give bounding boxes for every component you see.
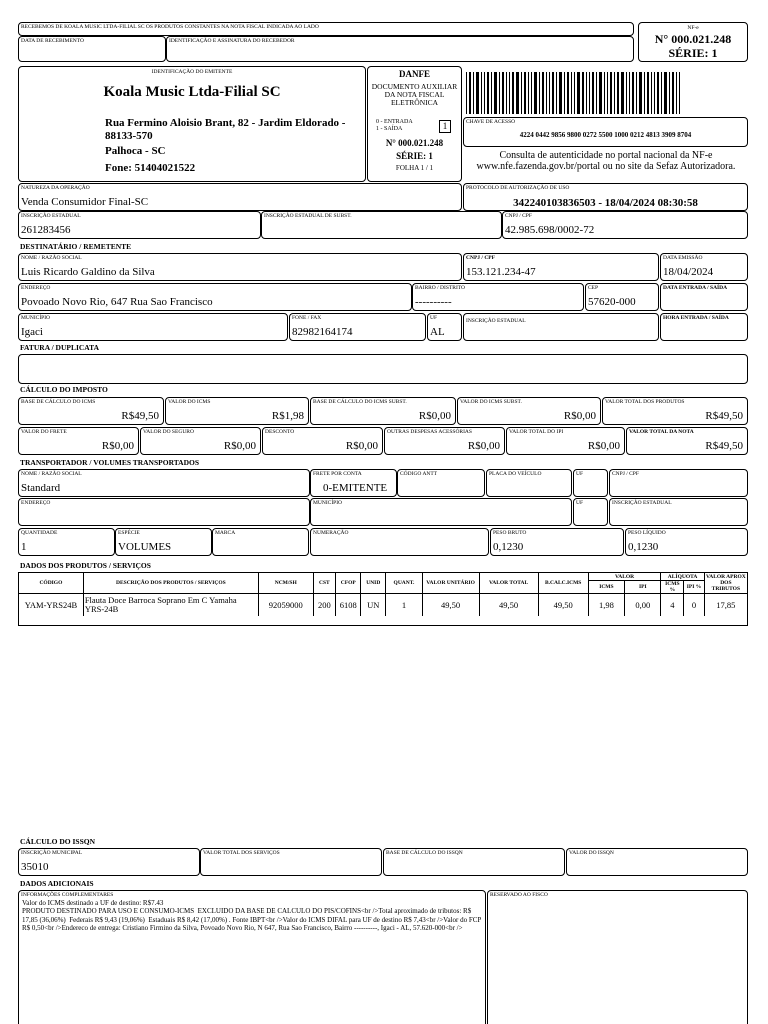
dest-uf: AL [430, 326, 445, 338]
col-icms-pct: ICMS % [661, 581, 684, 594]
imposto-valor-st-box [457, 397, 601, 425]
fatura-box [18, 354, 748, 384]
dest-cep-label: CEP [588, 285, 599, 291]
dest-data-entrada-label: DATA ENTRADA / SAÍDA [663, 285, 728, 291]
imposto-ipi-label: VALOR TOTAL DO IPI [509, 429, 564, 435]
col-codigo: CÓDIGO [19, 573, 84, 594]
imposto-base-st-box [310, 397, 456, 425]
dest-cep: 57620-000 [588, 296, 636, 308]
canhoto-nfe-label: NF-e [687, 25, 699, 31]
imposto-frete-label: VALOR DO FRETE [21, 429, 67, 435]
natureza-label: NATUREZA DA OPERAÇÃO [21, 185, 90, 191]
dest-ie-label: INSCRIÇÃO ESTADUAL [466, 318, 526, 324]
danfe-box [367, 66, 462, 182]
imposto-base-st-label: BASE DE CÁLCULO DO ICMS SUBST. [313, 399, 407, 405]
imposto-valor-icms-value: R$1,98 [271, 410, 304, 422]
issqn-section: CÁLCULO DO ISSQN [20, 837, 96, 846]
dest-municipio-label: MUNICÍPIO [21, 315, 51, 321]
imposto-valor-icms-label: VALOR DO ICMS [168, 399, 211, 405]
transp-nome-label: NOME / RAZÃO SOCIAL [21, 471, 82, 477]
ie-label: INSCRIÇÃO ESTADUAL [21, 213, 81, 219]
cell-valor-unit: 49,50 [422, 594, 479, 617]
dest-municipio: Igaci [21, 326, 43, 338]
transp-antt-box [397, 469, 485, 497]
identificacao-recebedor-box [166, 36, 634, 62]
col-ncm: NCM/SH [258, 573, 313, 594]
dest-nome-label: NOME / RAZÃO SOCIAL [21, 255, 82, 261]
imposto-frete-box [18, 427, 139, 455]
dest-fone-box [289, 313, 426, 341]
protocolo-box [463, 183, 748, 211]
cell-unid: UN [361, 594, 386, 617]
barcode [466, 72, 746, 114]
imposto-seguro-value: R$0,00 [223, 440, 256, 452]
col-valor-unit: VALOR UNITÁRIO [422, 573, 479, 594]
dest-bairro: ---------- [415, 296, 452, 308]
imposto-seguro-box [140, 427, 261, 455]
dest-nome-box [18, 253, 462, 281]
col-bcalc: B.CALC.ICMS [538, 573, 588, 594]
info-complementar-text: Valor do ICMS destinado a UF de destino: R$7.43 PRODUTO DESTINADO PARA USO E CONSUMO-ICMS EXCLUIDO DA BASE DE CALCULO DO PIS/COFINS<br />Total aproximado de tributos: R$ 17,85 (36,06%) Federais R$ 9,43 (19,06%) Estaduais R$ 8,42 (17,00%) . Fonte IBPT<br />Valor do ICMS DIFAL para UF de destino R$ 7,43<br />Valor do FCP R$ 0,50<br />Endereco de entrega: Cristiano Firmino da Silva, Povoado Novo Rio, N 647, Rua Sao Francisco, Bairro ----------, Igaci - AL, 57.620-000<br /> [22, 899, 482, 932]
imposto-frete-value: R$0,00 [101, 440, 134, 452]
transp-frete-box [310, 469, 397, 497]
dest-bairro-box [412, 283, 584, 311]
imposto-base-icms-box [18, 397, 164, 425]
issqn-valor-box [566, 848, 748, 876]
transp-frete-label: FRETE POR CONTA [313, 471, 362, 477]
danfe-serie: SÉRIE: 1 [396, 151, 433, 161]
transp-municipio-box [310, 498, 572, 526]
transp-peso-liquido: 0,1230 [628, 541, 659, 553]
reservado-fisco-box [487, 890, 748, 1024]
dest-emissao: 18/04/2024 [663, 266, 714, 278]
danfe-folha: FOLHA 1 / 1 [395, 164, 434, 172]
dest-emissao-label: DATA EMISSÃO [663, 255, 703, 261]
imposto-desconto-label: DESCONTO [265, 429, 295, 435]
data-recebimento-label: DATA DE RECEBIMENTO [21, 38, 85, 44]
ie-st-label: INSCRIÇÃO ESTADUAL DE SUBST. [264, 213, 352, 219]
danfe-saida: 1 - SAÍDA [376, 126, 403, 132]
emitente-box [18, 66, 366, 182]
transp-placa-label: PLACA DO VEÍCULO [489, 471, 542, 477]
data-recebimento-box [18, 36, 166, 62]
imposto-total-produtos-box [602, 397, 748, 425]
transp-uf-label: UF [576, 471, 584, 477]
issqn-im-box [18, 848, 200, 876]
canhoto-numero: N° 000.021.248 [654, 32, 732, 46]
cell-ipi-pct: 0 [684, 594, 704, 617]
imposto-base-icms-label: BASE DE CÁLCULO DO ICMS [21, 399, 96, 405]
transp-antt-label: CÓDIGO ANTT [400, 471, 438, 477]
col-aliquota: ALÍQUOTA [661, 573, 704, 581]
dest-bairro-label: BAIRRO / DISTRITO [415, 285, 466, 291]
transp-uf2-box [573, 498, 608, 526]
canhoto-header-text: RECEBEMOS DE KOALA MUSIC LTDA-FILIAL SC OS PRODUTOS CONSTANTES NA NOTA FISCAL INDICADA AO LADO [21, 24, 319, 30]
ie-value: 261283456 [21, 224, 71, 236]
cell-icms-pct: 4 [661, 594, 684, 617]
imposto-valor-icms-box [165, 397, 309, 425]
ie-st-box [261, 211, 502, 239]
identificacao-recebedor-label: IDENTIFICAÇÃO E ASSINATURA DO RECEBEDOR [169, 38, 295, 44]
emitente-cnpj-label: CNPJ / CPF [505, 213, 532, 219]
imposto-outras-label: OUTRAS DESPESAS ACESSÓRIAS [387, 429, 472, 435]
imposto-outras-value: R$0,00 [467, 440, 500, 452]
col-aprox: VALOR APROX DOS TRIBUTOS [705, 574, 746, 592]
cell-bcalc: 49,50 [538, 594, 588, 617]
dest-fone: 82982164174 [292, 326, 353, 338]
ie-box [18, 211, 261, 239]
danfe-title: DANFE [399, 69, 430, 79]
issqn-base-box [383, 848, 565, 876]
danfe-tipo: 1 [439, 120, 451, 133]
transp-nome: Standard [21, 482, 61, 494]
chave-value: 4224 0442 9856 9800 0272 5500 1000 0212 4813 3909 8704 [519, 131, 692, 139]
cell-cfop: 6108 [336, 594, 361, 617]
imposto-total-produtos-value: R$49,50 [705, 410, 743, 422]
natureza-value: Venda Consumidor Final-SC [21, 196, 149, 208]
cell-valor-total: 49,50 [479, 594, 538, 617]
transportador-section: TRANSPORTADOR / VOLUMES TRANSPORTADOS [20, 458, 200, 467]
col-valor-total: VALOR TOTAL [479, 573, 538, 594]
protocolo-label: PROTOCOLO DE AUTORIZAÇÃO DE USO [466, 185, 570, 191]
cell-ncm: 92059000 [258, 594, 313, 617]
transp-quantidade-label: QUANTIDADE [21, 530, 58, 536]
info-complementar-label: INFORMAÇÕES COMPLEMENTARES [21, 892, 114, 898]
table-row [19, 594, 748, 617]
produtos-table [18, 572, 748, 616]
cell-ipi: 0,00 [625, 594, 661, 617]
info-complementar-box [18, 890, 486, 1024]
dest-hora-entrada-box [660, 313, 748, 341]
emitente-cnpj-value: 42.985.698/0002-72 [505, 224, 595, 236]
transp-especie: VOLUMES [118, 541, 172, 553]
dest-fone-label: FONE / FAX [292, 315, 322, 321]
transp-quantidade-box [18, 528, 115, 556]
imposto-desconto-box [262, 427, 383, 455]
transp-placa-box [486, 469, 572, 497]
destinatario-section: DESTINATÁRIO / REMETENTE [20, 242, 132, 251]
reservado-fisco-label: RESERVADO AO FISCO [490, 892, 548, 898]
issqn-im: 35010 [21, 861, 49, 873]
emitente-fone: Fone: 51404021522 [105, 162, 196, 174]
transp-uf2-label: UF [576, 500, 584, 506]
chave-box [463, 117, 748, 147]
emitente-cnpj-box [502, 211, 748, 239]
dest-cnpj-box [463, 253, 659, 281]
transp-marca-label: MARCA [215, 530, 236, 536]
canhoto-nfe-box [638, 22, 748, 62]
dest-endereco-box [18, 283, 412, 311]
dest-municipio-box [18, 313, 288, 341]
dest-data-entrada-box [660, 283, 748, 311]
imposto-ipi-value: R$0,00 [587, 440, 620, 452]
imposto-outras-box [384, 427, 505, 455]
transp-peso-bruto-box [490, 528, 624, 556]
col-icms: ICMS [588, 581, 624, 594]
col-valor: VALOR [588, 573, 661, 581]
transp-cnpj-box [609, 469, 748, 497]
danfe-subtitle-2: DA NOTA FISCAL [384, 90, 445, 99]
cell-quant: 1 [386, 594, 422, 617]
col-descricao: DESCRIÇÃO DOS PRODUTOS / SERVIÇOS [83, 573, 258, 594]
imposto-desconto-value: R$0,00 [345, 440, 378, 452]
issqn-base-label: BASE DE CÁLCULO DO ISSQN [386, 850, 463, 856]
dest-cnpj: 153.121.234-47 [466, 266, 536, 278]
imposto-valor-st-label: VALOR DO ICMS SUBST. [460, 399, 522, 405]
produtos-section: DADOS DOS PRODUTOS / SERVIÇOS [20, 561, 151, 570]
issqn-servicos-box [200, 848, 382, 876]
col-cst: CST [313, 573, 336, 594]
transp-especie-box [115, 528, 212, 556]
col-cfop: CFOP [336, 573, 361, 594]
transp-ie-label: INSCRIÇÃO ESTADUAL [612, 500, 672, 506]
dest-hora-entrada-label: HORA ENTRADA / SAÍDA [663, 315, 729, 321]
canhoto-header-box [18, 22, 634, 36]
imposto-total-nota-box [626, 427, 748, 455]
imposto-total-produtos-label: VALOR TOTAL DOS PRODUTOS [605, 399, 685, 405]
transp-peso-bruto-label: PESO BRUTO [493, 530, 527, 536]
dest-ie-box [463, 313, 659, 341]
cell-descricao: Flauta Doce Barroca Soprano Em C Yamaha YRS-24B [83, 594, 258, 617]
dest-nome: Luis Ricardo Galdino da Silva [21, 266, 155, 278]
transp-cnpj-label: CNPJ / CPF [612, 471, 639, 477]
transp-numeracao-box [310, 528, 489, 556]
canhoto-serie: SÉRIE: 1 [668, 46, 718, 60]
transp-numeracao-label: NUMERAÇÃO [313, 530, 349, 536]
cell-cst: 200 [313, 594, 336, 617]
dest-uf-label: UF [430, 315, 438, 321]
dest-uf-box [427, 313, 462, 341]
transp-nome-box [18, 469, 310, 497]
transp-quantidade: 1 [21, 541, 27, 553]
dest-emissao-box [660, 253, 748, 281]
imposto-seguro-label: VALOR DO SEGURO [143, 429, 194, 435]
chave-consulta: Consulta de autenticidade no portal nacional da NF-e www.nfe.fazenda.gov.br/portal ou no site da Sefaz Autorizadora. [476, 150, 736, 172]
imposto-ipi-box [506, 427, 625, 455]
transp-marca-box [212, 528, 309, 556]
fatura-section: FATURA / DUPLICATA [20, 343, 100, 352]
imposto-valor-st-value: R$0,00 [563, 410, 596, 422]
issqn-servicos-label: VALOR TOTAL DOS SERVIÇOS [203, 850, 280, 856]
protocolo-value: 342240103836503 - 18/04/2024 08:30:58 [513, 197, 698, 209]
imposto-section: CÁLCULO DO IMPOSTO [20, 385, 108, 394]
dest-endereco: Povoado Novo Rio, 647 Rua Sao Francisco [21, 296, 213, 308]
transp-peso-liquido-box [625, 528, 748, 556]
cell-icms: 1,98 [588, 594, 624, 617]
issqn-valor-label: VALOR DO ISSQN [569, 850, 614, 856]
emitente-label: IDENTIFICAÇÃO DO EMITENTE [151, 69, 233, 75]
danfe-subtitle-3: ELETRÔNICA [390, 98, 439, 107]
col-unid: UNID [361, 573, 386, 594]
dest-cep-box [585, 283, 659, 311]
transp-municipio-label: MUNICÍPIO [313, 500, 343, 506]
dest-endereco-label: ENDEREÇO [21, 285, 51, 291]
col-ipi: IPI [625, 581, 661, 594]
natureza-box [18, 183, 462, 211]
emitente-nome: Koala Music Ltda-Filial SC [103, 84, 281, 100]
transp-frete: 0-EMITENTE [323, 482, 388, 494]
danfe-entrada: 0 - ENTRADA [376, 119, 413, 125]
danfe-numero: N° 000.021.248 [385, 138, 444, 148]
transp-endereco-box [18, 498, 310, 526]
imposto-total-nota-label: VALOR TOTAL DA NOTA [629, 429, 694, 435]
chave-label: CHAVE DE ACESSO [466, 119, 516, 125]
emitente-cidade: Palhoca - SC [105, 145, 166, 157]
cell-aprox: 17,85 [704, 594, 747, 617]
imposto-base-icms-value: R$49,50 [121, 410, 159, 422]
imposto-base-st-value: R$0,00 [418, 410, 451, 422]
transp-peso-bruto: 0,1230 [493, 541, 524, 553]
imposto-total-nota-value: R$49,50 [705, 440, 743, 452]
transp-peso-liquido-label: PESO LÍQUIDO [628, 530, 666, 536]
col-quant: QUANT. [386, 573, 422, 594]
adicionais-section: DADOS ADICIONAIS [20, 879, 94, 888]
transp-uf-box [573, 469, 608, 497]
cell-codigo: YAM-YRS24B [19, 594, 84, 617]
danfe-subtitle-1: DOCUMENTO AUXILIAR [371, 82, 458, 91]
emitente-endereco: Rua Fermino Aloisio Brant, 82 - Jardim Eldorado - 88133-570 [105, 117, 346, 142]
transp-ie-box [609, 498, 748, 526]
issqn-im-label: INSCRIÇÃO MUNICIPAL [21, 850, 83, 856]
transp-endereco-label: ENDEREÇO [21, 500, 51, 506]
transp-especie-label: ESPÉCIE [118, 530, 140, 536]
col-ipi-pct: IPI % [684, 581, 704, 594]
dest-cnpj-label: CNPJ / CPF [466, 255, 496, 261]
